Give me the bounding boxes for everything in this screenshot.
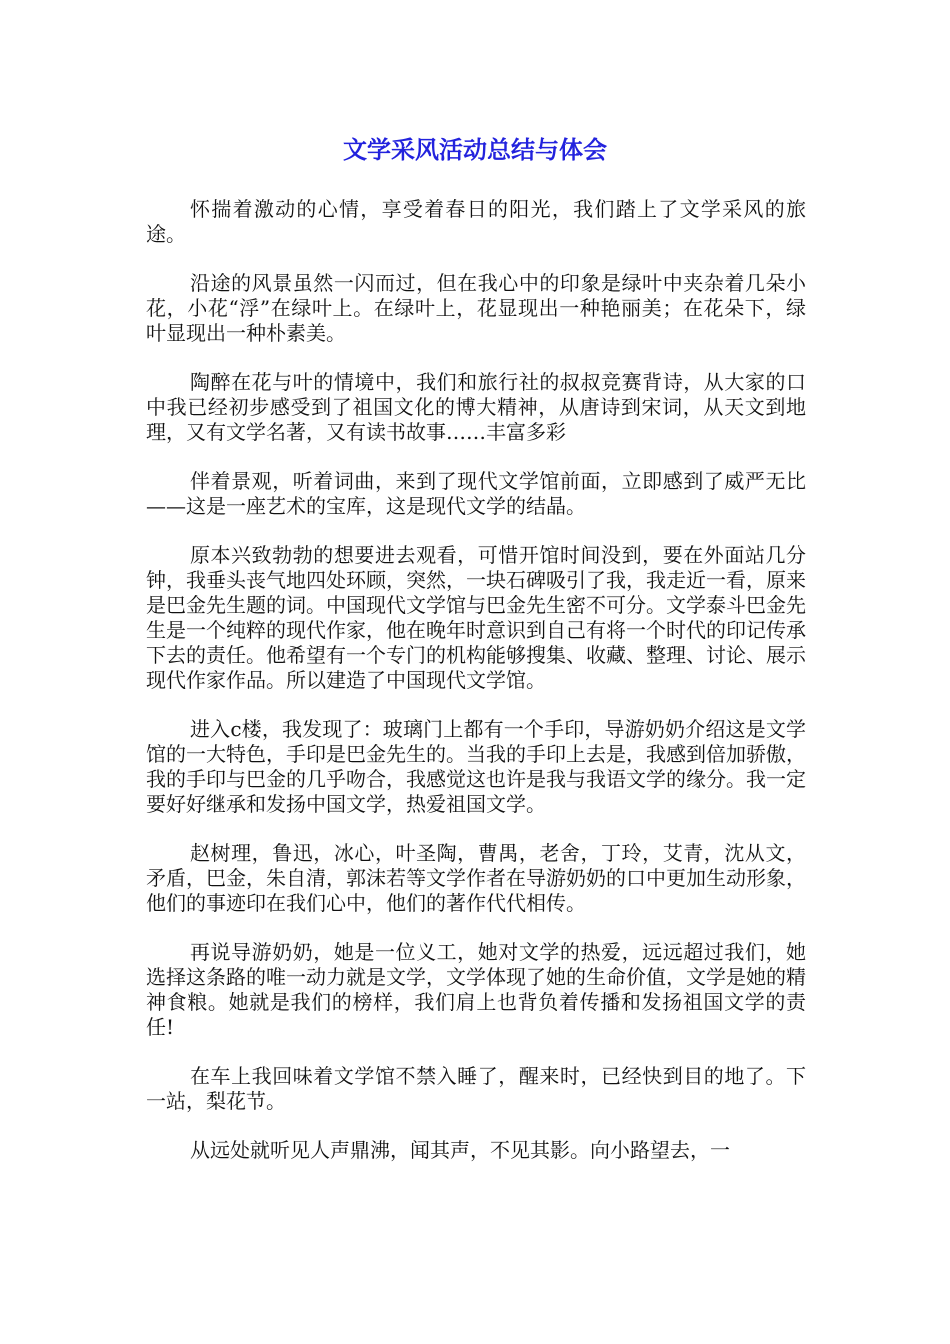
document-title: 文学采风活动总结与体会 [343,136,607,164]
paragraph: 原本兴致勃勃的想要进去观看，可惜开馆时间没到，要在外面站几分钟，我垂头丧气地四处环顾，突然，一块石碑吸引了我，我走近一看，原来是巴金先生题的词。中国现代文学馆与巴金先生密不可分。文学泰斗巴金先生是一个纯粹的现代作家，他在晚年时意识到自己有将一个时代的印记传承下去的责任。他希望有一个专门的机构能够搜集、收藏、整理、讨论、展示现代作家作品。所以建造了中国现代文学馆。 [146,543,806,692]
paragraph: 沿途的风景虽然一闪而过，但在我心中的印象是绿叶中夹杂着几朵小花，小花“浮”在绿叶上。在绿叶上，花显现出一种艳丽美；在花朵下，绿叶显现出一种朴素美。 [146,271,806,345]
paragraph: 再说导游奶奶，她是一位义工，她对文学的热爱，远远超过我们，她选择这条路的唯一动力就是文学，文学体现了她的生命价值，文学是她的精神食粮。她就是我们的榜样，我们肩上也背负着传播和发扬祖国文学的责任! [146,940,806,1039]
paragraph: 进入c楼，我发现了：玻璃门上都有一个手印，导游奶奶介绍这是文学馆的一大特色，手印是巴金先生的。当我的手印上去是，我感到倍加骄傲，我的手印与巴金的几乎吻合，我感觉这也许是我与我语文学的缘分。我一定要好好继承和发扬中国文学，热爱祖国文学。 [146,717,806,816]
document-body [146,197,806,1187]
paragraph: 伴着景观，听着词曲，来到了现代文学馆前面，立即感到了威严无比——这是一座艺术的宝库，这是现代文学的结晶。 [146,469,806,518]
paragraph: 怀揣着激动的心情，享受着春日的阳光，我们踏上了文学采风的旅途。 [146,197,806,246]
paragraph: 在车上我回味着文学馆不禁入睡了，醒来时，已经快到目的地了。下一站，梨花节。 [146,1064,806,1113]
paragraph: 赵树理，鲁迅，冰心，叶圣陶，曹禺，老舍，丁玲，艾青，沈从文，矛盾，巴金，朱自清，郭沫若等文学作者在导游奶奶的口中更加生动形象，他们的事迹印在我们心中，他们的著作代代相传。 [146,841,806,915]
paragraph: 陶醉在花与叶的情境中，我们和旅行社的叔叔竞赛背诗，从大家的口中我已经初步感受到了祖国文化的博大精神，从唐诗到宋词，从天文到地理，又有文学名著，又有读书故事……丰富多彩 [146,370,806,444]
paragraph: 从远处就听见人声鼎沸，闻其声，不见其影。向小路望去，一 [190,1138,730,1162]
